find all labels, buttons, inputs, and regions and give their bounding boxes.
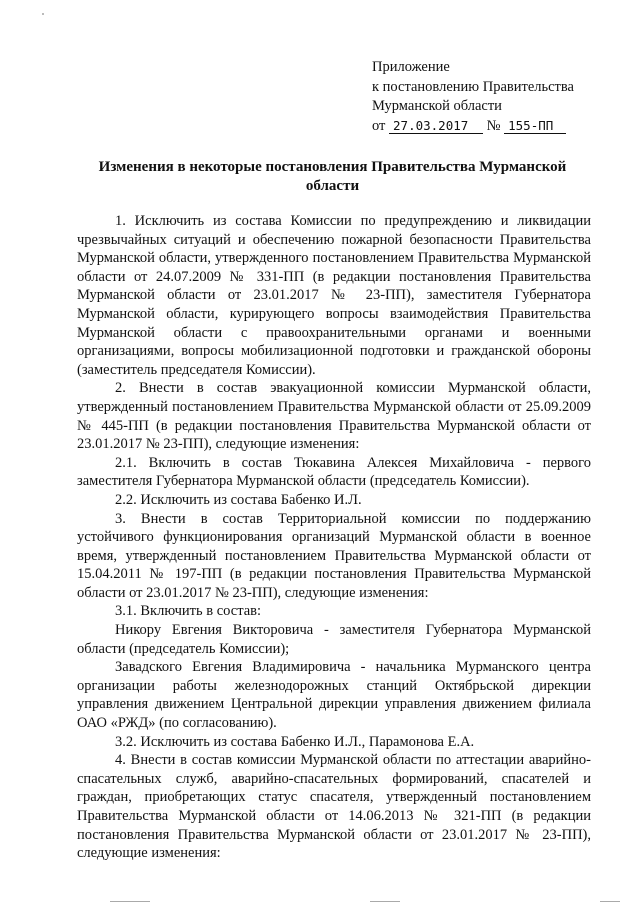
appendix-region: Мурманской области	[372, 98, 502, 114]
paragraph-3-1-b: Завадского Евгения Владимировича - начальника Мурманского центра организации работы железнодорожных станций Октябрьской дирекции управления движением Центральной дирекции управления движением филиала ОАО «РЖД» (по согласованию).	[77, 659, 591, 732]
paragraph-1: 1. Исключить из состава Комиссии по предупреждению и ликвидации чрезвычайных ситуаций и обеспечению пожарной безопасности Правительства Мурманской области, утвержденного постановлением Правительства Мурманской области от 24.07.2009 № 331-ПП (в редакции постановления Правительства Мурманской области от 23.01.2017 № 23-ПП), заместителя Губернатора Мурманской области, курирующего вопросы взаимодействия Правительства Мурманской области с правоохранительными органами и военными организациями, вопросы мобилизационной подготовки и гражданской обороны (заместитель председателя Комиссии).	[77, 213, 591, 378]
appendix-label: Приложение	[372, 59, 450, 75]
resolution-number: 155-ПП	[504, 119, 566, 134]
appendix-reference: к постановлению Правительства	[372, 78, 574, 95]
paragraph-2-2: 2.2. Исключить из состава Бабенко И.Л.	[115, 491, 362, 508]
document-body	[77, 212, 591, 863]
appendix-header	[372, 58, 612, 136]
page-edge-mark	[110, 901, 150, 902]
paragraph-3-2: 3.2. Исключить из состава Бабенко И.Л., Парамонова Е.А.	[115, 733, 475, 750]
paragraph-3-1-a: Никору Евгения Викторовича - заместителя Губернатора Мурманской области (председатель Комиссии);	[77, 622, 591, 657]
appendix-date-line	[372, 117, 612, 137]
from-label: от	[372, 117, 386, 134]
paragraph-2-1: 2.1. Включить в состав Тюкавина Алексея Михайловича - первого заместителя Губернатора Мурманской области (председатель Комиссии).	[77, 454, 591, 490]
page-edge-mark	[370, 901, 400, 902]
paragraph-4: 4. Внести в состав комиссии Мурманской области по аттестации аварийно-спасательных служб, аварийно-спасательных формирований, спасателей и граждан, приобретающих статус спасателя, утвержденный постановлением Правительства Мурманской области от 14.06.2013 № 321-ПП (в редакции постановления Правительства Мурманской области от 23.01.2017 № 23-ПП), следующие изменения:	[77, 752, 591, 862]
page-edge-mark	[600, 901, 620, 902]
paragraph-2: 2. Внести в состав эвакуационной комиссии Мурманской области, утвержденный постановлением Правительства Мурманской области от 25.09.2009 № 445-ПП (в редакции постановления Правительства Мурманской области от 23.01.2017 № 23-ПП), следующие изменения:	[77, 380, 591, 453]
paragraph-3-1: 3.1. Включить в состав:	[115, 603, 262, 620]
paragraph-3: 3. Внести в состав Территориальной комиссии по поддержанию устойчивого функционирования организаций Мурманской области в военное время, утвержденный постановлением Правительства Мурманской области от 15.04.2011 № 197-ПП (в редакции постановления Правительства Мурманской области от 23.01.2017 № 23-ПП), следующие изменения:	[77, 510, 591, 601]
number-label: №	[486, 117, 501, 134]
resolution-date: 27.03.2017	[389, 119, 483, 134]
document-title: Изменения в некоторые постановления Правительства Мурманской области	[98, 159, 567, 194]
scan-speck	[42, 13, 44, 15]
